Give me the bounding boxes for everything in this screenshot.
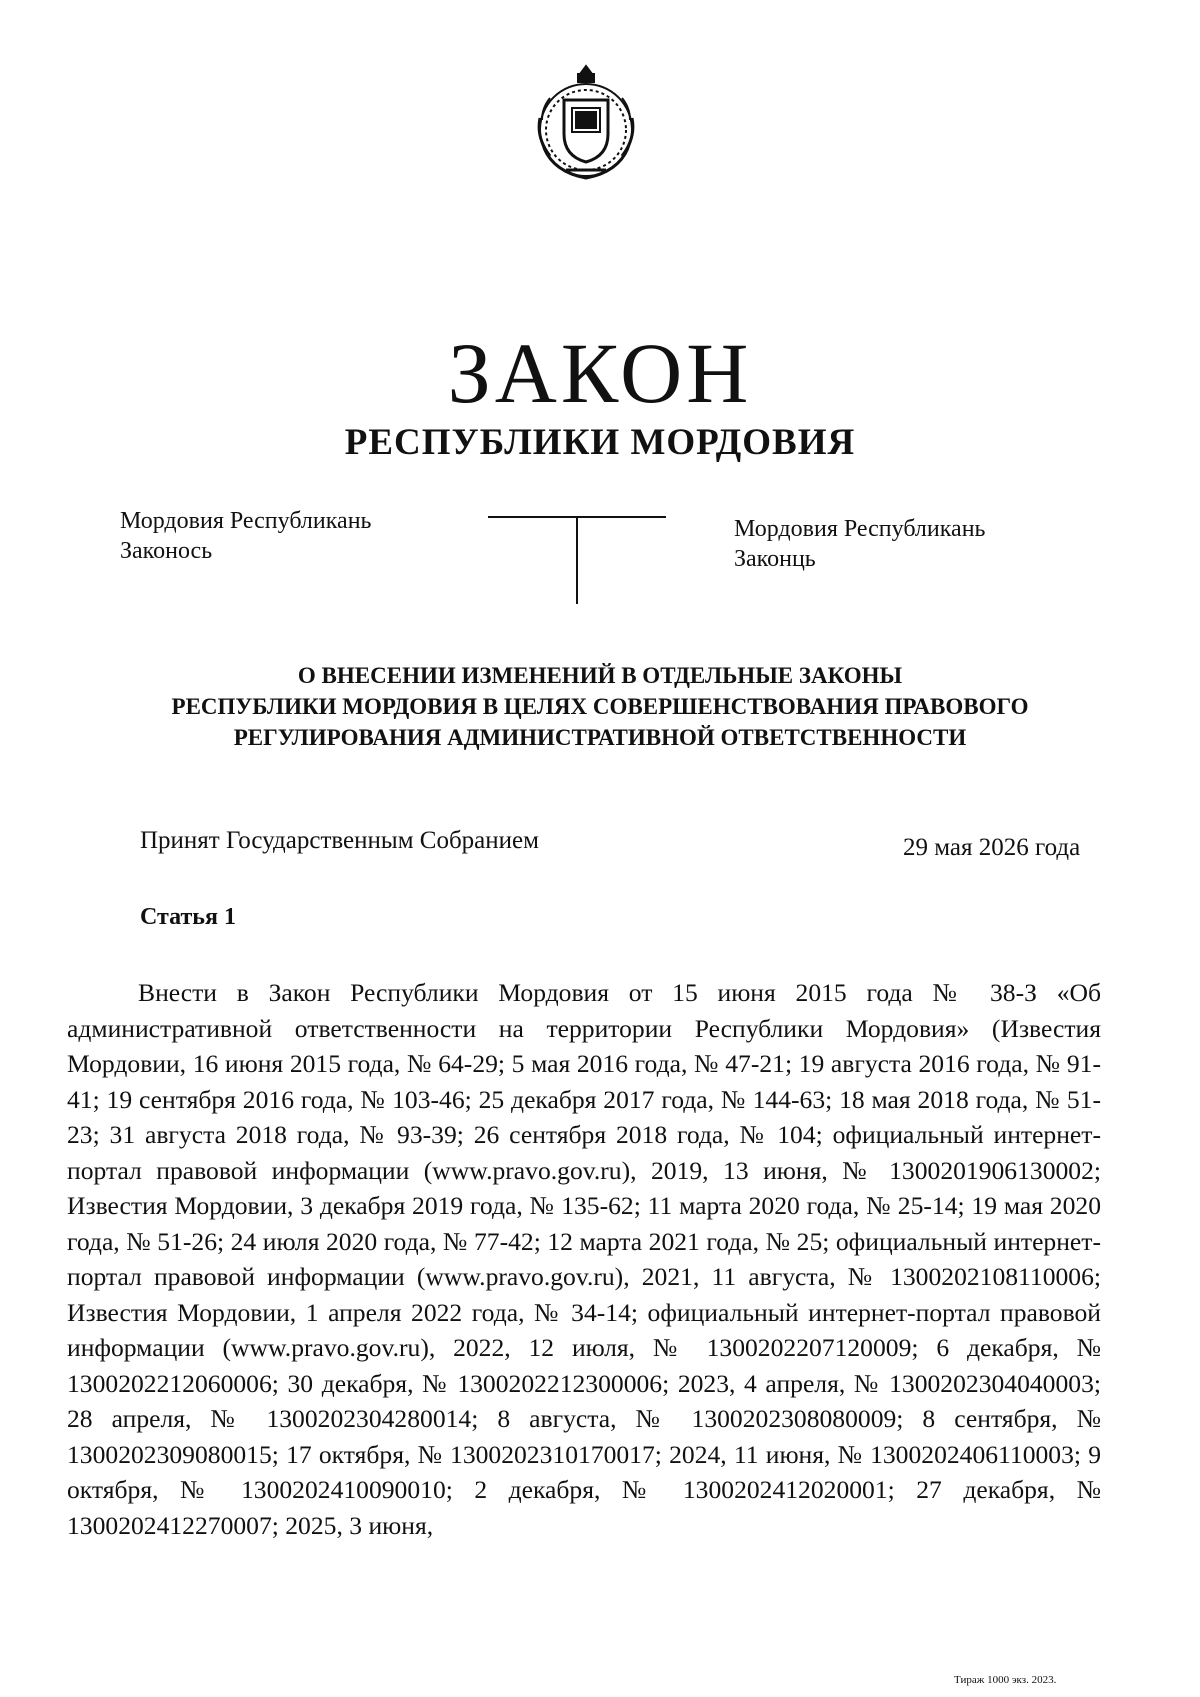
coat-of-arms-icon (526, 58, 646, 188)
article-body: Внести в Закон Республики Мордовия от 15 июня 2015 года № 38-З «Об административной ответственности на территории Республики Мордовия» (Известия Мордовии, 16 июня 2015 года, № 64-29; 5 мая 2016 года, № 47-21; 19 августа 2016 года, № 91-41; 19 сентября 2016 года, № 103-46; 25 декабря 2017 года, № 144-63; 18 мая 2018 года, № 51-23; 31 августа 2018 года, № 93-39; 26 сентября 2018 года, № 104; официальный интернет-портал правовой информации (www.pravo.gov.ru), 2019, 13 июня, № 1300201906130002; Известия Мордовии, 3 декабря 2019 года, № 135-62; 11 марта 2020 года, № 25-14; 19 мая 2020 года, № 51-26; 24 июля 2020 года, № 77-42; 12 марта 2021 года, № 25; официальный интернет-портал правовой информации (www.pravo.gov.ru), 2021, 11 августа, № 1300202108110006; Известия Мордовии, 1 апреля 2022 года, № 34-14; официальный интернет-портал правовой информации (www.pravo.gov.ru), 2022, 12 июля, № 1300202207120009; 6 декабря, № 1300202212060006; 30 декабря, № 1300202212300006; 2023, 4 апреля, № 1300202304040003; 28 апреля, № 1300202304280014; 8 августа, № 1300202308080009; 8 сентября, № 1300202309080015; 17 октября, № 1300202310170017; 2024, 11 июня, № 1300202406110003; 9 октября, № 1300202410090010; 2 декабря, № 1300202412020001; 27 декабря, № 1300202412270007; 2025, 3 июня, (67, 978, 1101, 1540)
adopted-date: 29 мая 2026 года (903, 834, 1081, 861)
moksha-title-line1: Мордовия Республикань (734, 516, 986, 542)
document-subtitle: РЕСПУБЛИКИ МОРДОВИЯ (344, 422, 856, 463)
print-run-note: Тираж 1000 экз. 2023. (954, 1674, 1057, 1686)
law-heading-line2: РЕСПУБЛИКИ МОРДОВИЯ В ЦЕЛЯХ СОВЕРШЕНСТВОВАНИЯ ПРАВОВОГО (171, 694, 1029, 719)
article-title: Статья 1 (140, 904, 236, 930)
moksha-title (734, 514, 985, 574)
law-heading (0, 660, 1200, 753)
law-heading-line3: РЕГУЛИРОВАНИЯ АДМИНИСТРАТИВНОЙ ОТВЕТСТВЕННОСТИ (233, 725, 967, 750)
moksha-title-line2: Законць (734, 546, 816, 572)
divider-vertical (576, 516, 578, 604)
law-heading-line1: О ВНЕСЕНИИ ИЗМЕНЕНИЙ В ОТДЕЛЬНЫЕ ЗАКОНЫ (297, 663, 903, 688)
erzya-title-line1: Мордовия Республикань (120, 508, 372, 534)
erzya-title-line2: Законось (120, 538, 213, 564)
document-title: ЗАКОН (447, 325, 753, 421)
adopted-by: Принят Государственным Собранием (140, 827, 539, 854)
erzya-title (120, 506, 371, 566)
